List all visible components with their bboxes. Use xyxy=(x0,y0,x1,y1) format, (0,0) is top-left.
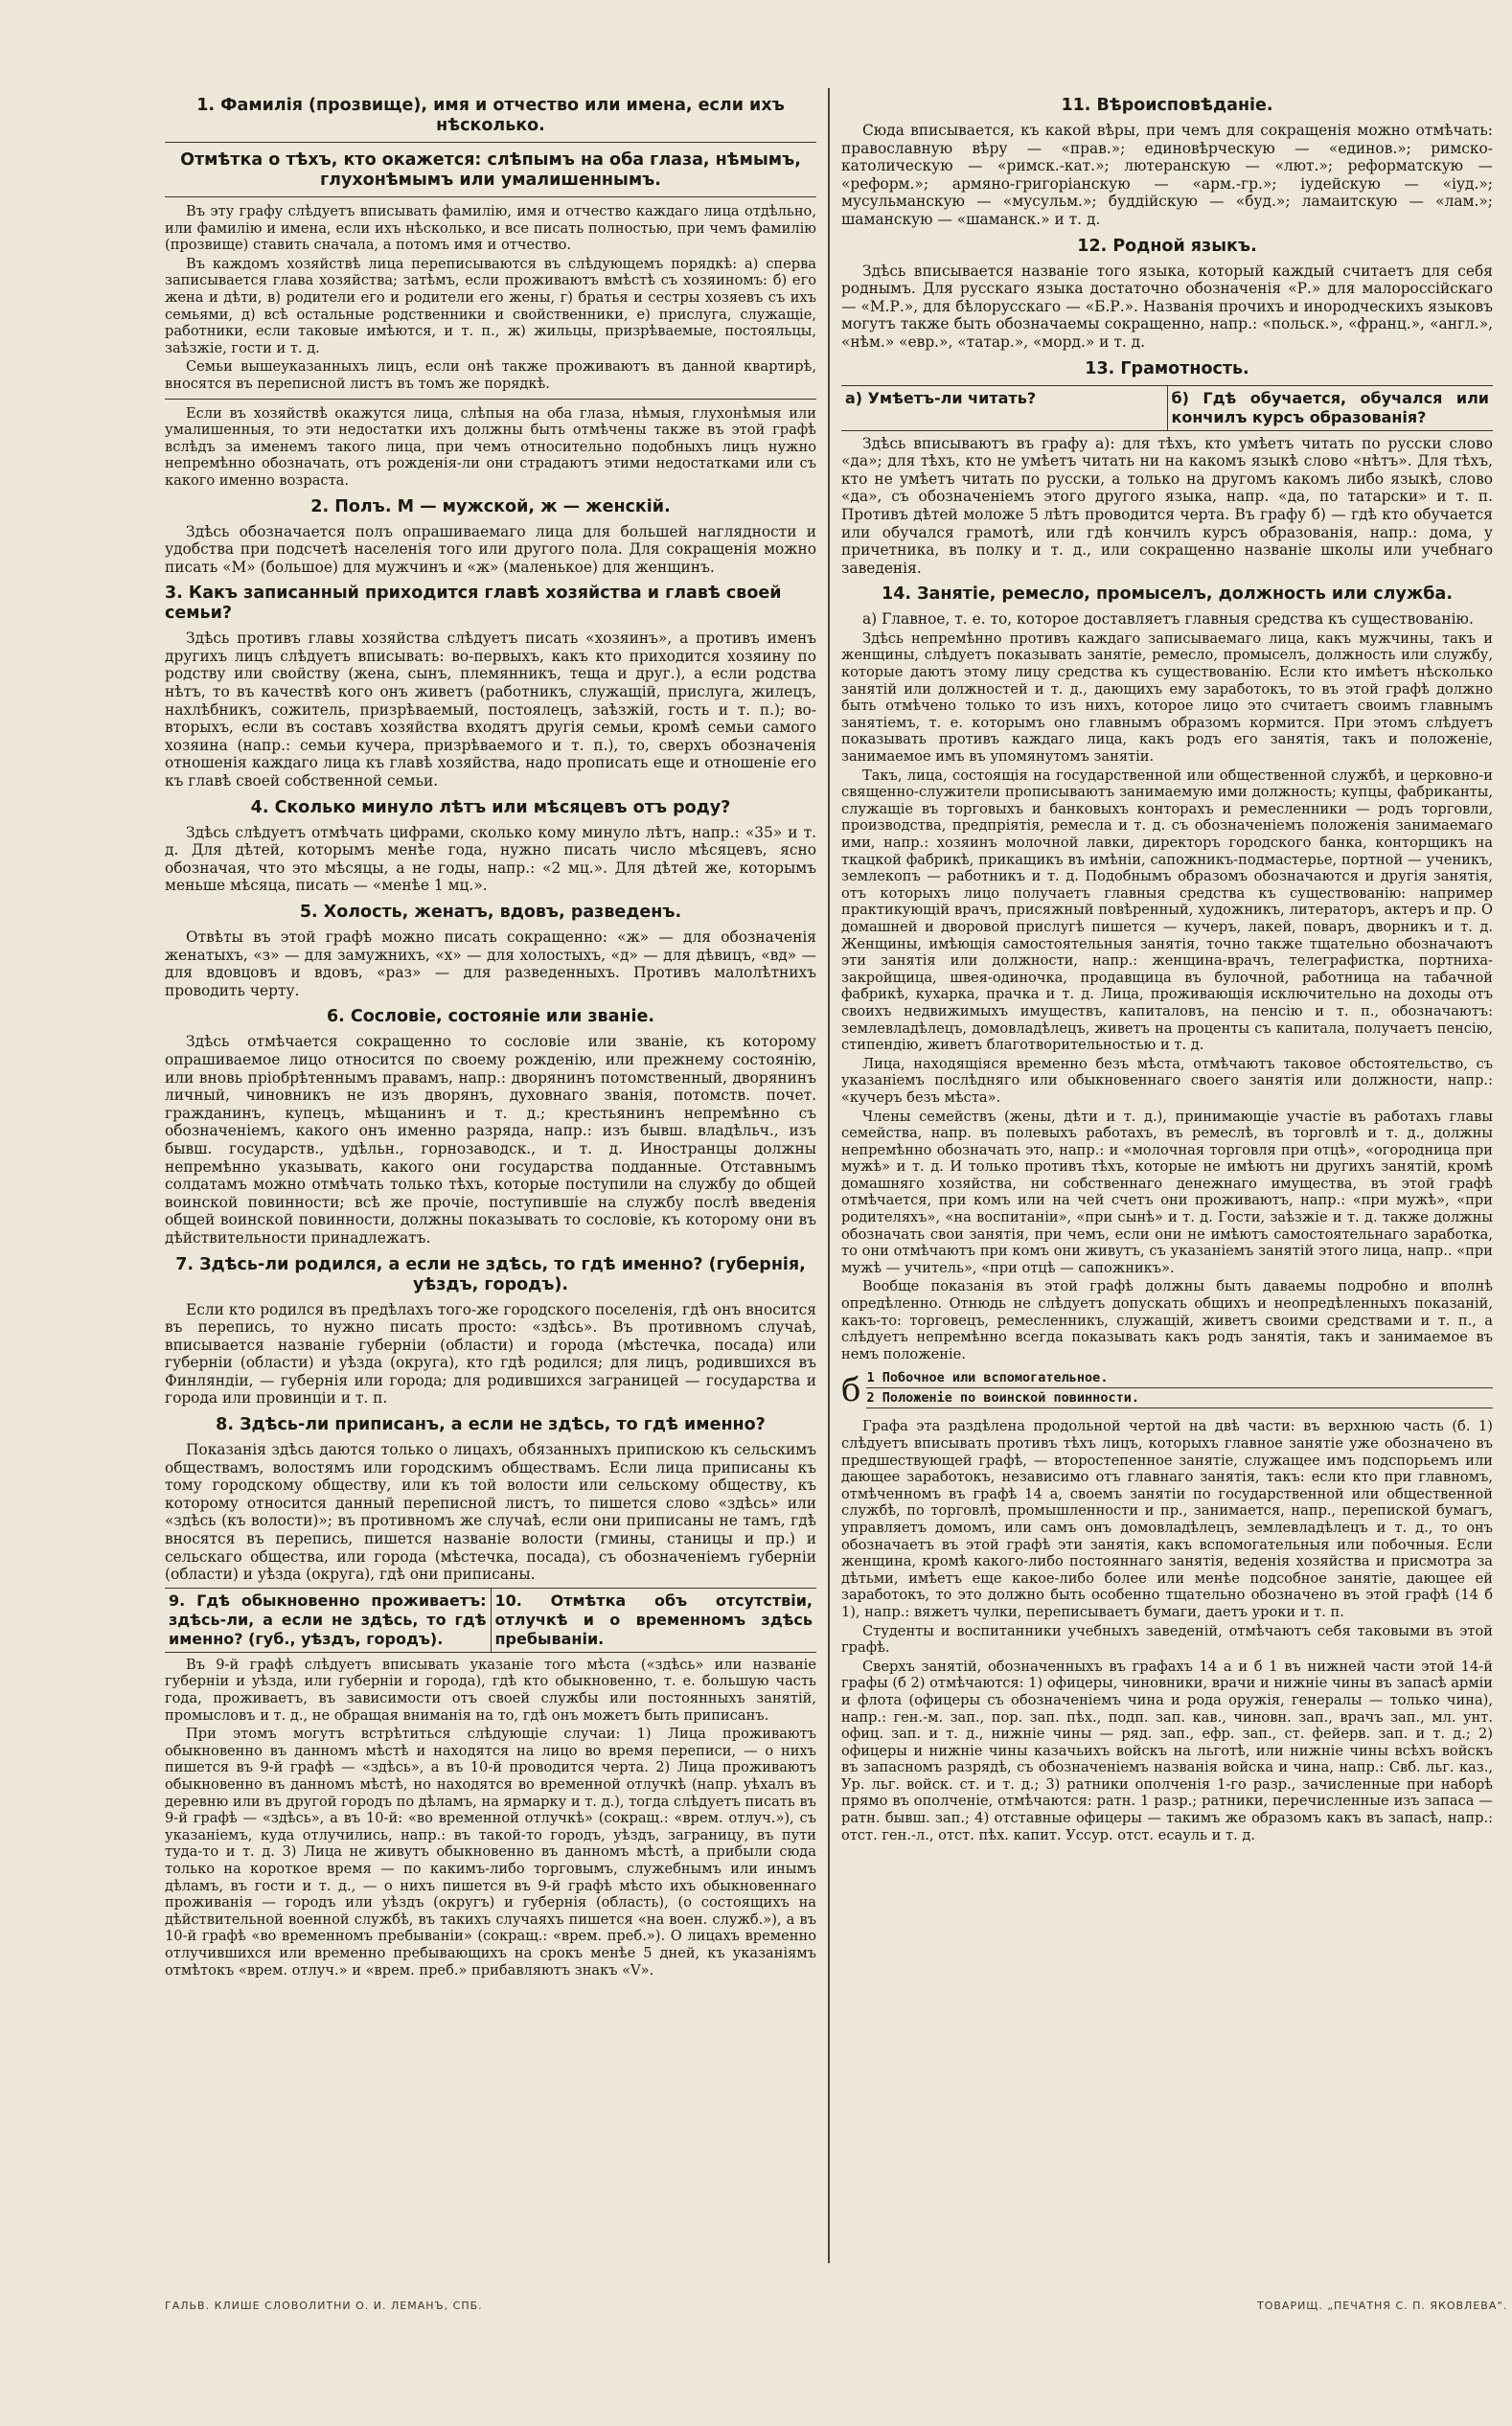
paragraph: Если кто родился въ предѣлахъ того-же городского поселенія, гдѣ онъ вносится въ перепись, то нужно писать просто: «здѣсь». Въ противномъ случаѣ, вписывается названіе губерніи (области) и города (мѣстечка, посада) или губерніи (области) и уѣзда (округа), кто гдѣ родился; для лицъ, родившихся въ Финляндіи, — губернія или города; для родившихся заграницей — государства и города или провинціи и т. п. xyxy=(165,1300,816,1408)
section-12-title: 12. Родной языкъ. xyxy=(1077,236,1257,256)
section-1-subtitle: Отмѣтка о тѣхъ, кто окажется: слѣпымъ на оба глаза, нѣмымъ, глухонѣмымъ или умалишеннымъ. xyxy=(180,150,801,190)
section-13-a: а) Умѣетъ-ли читать? xyxy=(845,388,1037,407)
divider xyxy=(165,142,816,143)
section-11-title: 11. Вѣроисповѣданіе. xyxy=(1061,96,1273,115)
column-divider xyxy=(828,88,830,2263)
footer-left-imprint: ГАЛЬВ. КЛИШЕ СЛОВОЛИТНИ О. И. ЛЕМАНЪ, СПБ. xyxy=(165,2300,483,2312)
divider xyxy=(165,196,816,197)
paragraph: Если въ хозяйствѣ окажутся лица, слѣпыя на оба глаза, нѣмыя, глухонѣмыя или умалишенныя, то эти недостатки ихъ должны быть отмѣчены также въ этой графѣ вслѣдъ за именемъ такого лица, при чемъ относительно подобныхъ лицъ нужно непремѣнно обозначать, отъ рожденія-ли они страдаютъ этими недостатками или съ какого именно возраста. xyxy=(165,404,816,489)
section-13-b: б) Гдѣ обучается, обучался или кончилъ курсъ образованія? xyxy=(1167,386,1494,430)
paragraph: Здѣсь обозначается полъ опрашиваемаго лица для большей наглядности и удобства при подсчетѣ населенія того или другого пола. Для сокращенія можно писать «М» (большое) для мужчинъ и «ж» (маленькое) для женщинъ. xyxy=(165,522,816,576)
paragraph: Члены семействъ (жены, дѣти и т. д.), принимающіе участіе въ работахъ главы семейства, напр. въ полевыхъ работахъ, въ ремеслѣ, въ торговлѣ и т. д., должны непремѣнно обозначать это, напр.: и «молочная торговля при отцѣ», «огородница при мужѣ» и т. д. И только противъ тѣхъ, которые не имѣютъ ни другихъ занятій, кромѣ домашняго хозяйства, ни собственнаго денежнаго имущества, въ этой графѣ отмѣчается, при комъ или на чей счетъ они проживаютъ, напр.: «при мужѣ», «при родителяхъ», «на воспитаніи», «при сынѣ» и т. д. Гости, заѣзжіе и т. д. также должны обозначать свои занятія, при чемъ, если они не имѣютъ самостоятельнаго заработка, то они отмѣчаютъ при комъ они живутъ, съ указаніемъ занятій этого лица, напр.. «при мужѣ — учитель», «при отцѣ — сапожникъ». xyxy=(841,1108,1493,1276)
section-3-title: 3. Какъ записанный приходится главѣ хозяйства и главѣ своей семьи? xyxy=(165,584,782,624)
paragraph: Здѣсь непремѣнно противъ каждаго записываемаго лица, какъ мужчины, такъ и женщины, слѣдуетъ показывать занятіе, ремесло, промыселъ, должность или службу, которые даютъ этому лицу средства къ существованію. Если кто имѣетъ нѣсколько занятій или должностей и т. д., дающихъ ему заработокъ, то въ этой графѣ должно быть отмѣчено только то изъ нихъ, которое лицо это считаетъ своимъ главнымъ занятіемъ, т. е. которымъ оно главнымъ образомъ кормится. При этомъ слѣдуетъ показывать противъ каждаго лица, какъ родъ его занятія, такъ и положеніе, занимаемое имъ въ упомянутомъ занятіи. xyxy=(841,629,1493,766)
paragraph: Здѣсь слѣдуетъ отмѣчать цифрами, сколько кому минуло лѣтъ, напр.: «35» и т. д. Для дѣтей, которымъ менѣе года, нужно писать число мѣсяцевъ, ясно обозначая, что это мѣсяцы, а не годы, напр.: «2 мц.». Для дѣтей же, которымъ меньше мѣсяца, писать — «менѣе 1 мц.». xyxy=(165,823,816,895)
paragraph: Семьи вышеуказанныхъ лицъ, если онѣ также проживаютъ въ данной квартирѣ, вносятся въ переписной листъ въ томъ же порядкѣ. xyxy=(165,358,816,392)
paragraph: Здѣсь отмѣчается сокращенно то сословіе или званіе, къ которому опрашиваемое лицо относится по своему рожденію, или прежнему состоянію, или вновь пріобрѣтеннымъ правамъ, напр.: дворянинъ потомственный, дворянинъ личный, чиновникъ не изъ дворянъ, духовнаго званія, потомств. почет. гражданинъ, купецъ, мѣщанинъ и т. д.; крестьянинъ непремѣнно съ обозначеніемъ, какого онъ именно разряда, напр.: изъ бывш. владѣльч., изъ бывш. государств., удѣльн., горнозаводск., и т. д. Иностранцы должны непремѣнно указывать, какого они государства подданные. Отставнымъ солдатамъ можно отмѣчать только тѣхъ, которые поступили на службу до общей воинской повинности; всѣ же прочіе, поступившіе на службу послѣ введенія общей воинской повинности, должны показывать то сословіе, къ которому они въ дѣйствительности принадлежатъ. xyxy=(165,1033,816,1247)
section-14-title: 14. Занятіе, ремесло, промыселъ, должность или служба. xyxy=(882,584,1453,605)
right-column xyxy=(841,88,1493,2268)
section-6-title: 6. Сословіе, состояніе или званіе. xyxy=(327,1007,654,1027)
section-14-b-subgroups xyxy=(841,1368,1493,1412)
subgroup-list xyxy=(866,1368,1493,1412)
section-2-title: 2. Полъ. М — мужской, ж — женскій. xyxy=(310,496,671,516)
section-13-subheader xyxy=(841,385,1493,431)
paragraph: Здѣсь вписывается названіе того языка, который каждый считаетъ для себя роднымъ. Для русскаго языка достаточно обозначенія «Р.» для малороссійскаго — «М.Р.», для бѣлорусскаго — «Б.Р.». Названія прочихъ и инородческихъ языковъ могутъ также быть обозначаемы сокращенно, напр.: «польск.», «франц.», «англ.», «нѣм.» «евр.», «татар.», «морд.» и т. д. xyxy=(841,262,1493,351)
paragraph: Студенты и воспитанники учебныхъ заведеній, отмѣчаютъ себя таковыми въ этой графѣ. xyxy=(841,1622,1493,1657)
subgroup-1: 1 Побочное или вспомогательное. xyxy=(866,1368,1493,1388)
paragraph: Графа эта раздѣлена продольной чертой на двѣ части: въ верхнюю часть (б. 1) слѣдуетъ вписывать противъ тѣхъ лицъ, которыхъ главное занятіе уже обозначено въ предшествующей графѣ, — второстепенное занятіе, служащее имъ подспорьемъ или дающее заработокъ, независимо отъ главнаго занятія, такъ: если кто при главномъ, отмѣченномъ въ графѣ 14 а, своемъ занятіи по государственной или общественной службѣ, по торговлѣ, промышленности и пр., занимается, напр., перепиской бумагъ, управляетъ домомъ, или самъ онъ домовладѣлецъ, землевладѣлецъ и т. д., то онъ обозначаетъ въ этой графѣ эти занятія, какъ вспомогательныя или побочныя. Если женщина, кромѣ какого-либо постояннаго занятія, веденія хозяйства и присмотра за дѣтьми, имѣетъ еще какое-либо более или менѣе подсобное занятіе, дающее ей заработокъ, то это должно быть особенно тщательно обозначено въ этой графѣ (14 б 1), напр.: вяжетъ чулки, переписываетъ бумаги, даетъ уроки и т. п. xyxy=(841,1418,1493,1620)
paragraph: Сверхъ занятій, обозначенныхъ въ графахъ 14 а и б 1 въ нижней части этой 14-й графы (б 2) отмѣчаются: 1) офицеры, чиновники, врачи и нижніе чины въ запасѣ арміи и флота (офицеры съ обозначеніемъ чина и рода оружія, генералы — только чина), напр.: ген.-м. зап., пор. зап. пѣх., подп. зап. кав., чиновн. зап., врачъ зап., мл. унт. офиц. зап. и т. д., нижніе чины — ряд. зап., ефр. зап., ст. фейерв. зап. и т. д.; 2) офицеры и нижніе чины казачьихъ войскъ на льготѣ, или нижніе чины всѣхъ войскъ въ запасномъ разрядѣ, съ обозначеніемъ названія войска и чина, напр.: Свб. льг. каз., Ур. льг. войск. ст. и т. д.; 3) ратники ополченія 1-го разр., зачисленные при наборѣ прямо въ ополченіе, отмѣчаются: ратн. 1 разр.; ратники, перечисленные изъ запаса — ратн. бывш. зап.; 4) отставные офицеры — такимъ же образомъ какъ въ запасѣ, напр.: отст. ген.-л., отст. пѣх. капит. Уссур. отст. есауль и т. д. xyxy=(841,1658,1493,1843)
section-13-title: 13. Грамотность. xyxy=(1085,358,1249,378)
paragraph: Въ эту графу слѣдуетъ вписывать фамилію, имя и отчество каждаго лица отдѣльно, или фамилію и имена, если ихъ нѣсколько, и все писать полностью, при чемъ фамилію (прозвище) ставить сначала, а потомъ имя и отчество. xyxy=(165,203,816,254)
section-10-title: 10. Отмѣтка объ отсутствіи, отлучкѣ и о временномъ здѣсь пребываніи. xyxy=(491,1589,817,1652)
footer-right-imprint: ТОВАРИЩ. „ПЕЧАТНЯ С. П. ЯКОВЛЕВА“. xyxy=(1257,2300,1508,2312)
section-7-title: 7. Здѣсь-ли родился, а если не здѣсь, то гдѣ именно? (губернія, уѣздъ, городъ). xyxy=(175,1254,806,1294)
paragraph: При этомъ могутъ встрѣтиться слѣдующіе случаи: 1) Лица проживаютъ обыкновенно въ данномъ мѣстѣ и находятся на лицо во время переписи, — о нихъ пишется въ 9-й графѣ — «здѣсь», а въ 10-й проводится черта. 2) Лица проживаютъ обыкновенно въ данномъ мѣстѣ, но находятся во временной отлучкѣ (напр. уѣхалъ въ деревню или въ другой городъ по дѣламъ, на ярмарку и т. д.), тогда слѣдуетъ писать въ 9-й графѣ — «здѣсь», а въ 10-й: «во временной отлучкѣ» (сокращ.: «врем. отлуч.»), съ указаніемъ, куда отлучились, напр.: въ такой-то городъ, уѣздъ, заграницу, въ пути туда-то и т. д. 3) Лица не живутъ обыкновенно въ данномъ мѣстѣ, а прибыли сюда только на короткое время — по какимъ-либо торговымъ, служебнымъ или инымъ дѣламъ, въ гости и т. д., — о нихъ пишется въ 9-й графѣ мѣсто ихъ обыкновеннаго проживанія — городъ или уѣздъ (округъ) и губернія (область), (о состоящихъ на дѣйствительной военной службѣ, въ такихъ случаяхъ пишется «на воен. служб.»), а въ 10-й графѣ «во временномъ пребываніи» (сокращ.: «врем. преб.»). О лицахъ временно отлучившихся или временно пребывающихъ на срокъ менѣе 5 дней, къ указаніямъ отмѣтокъ «врем. отлуч.» и «врем. преб.» прибавляютъ знакъ «V». xyxy=(165,1726,816,1979)
section-8-title: 8. Здѣсь-ли приписанъ, а если не здѣсь, то гдѣ именно? xyxy=(216,1415,766,1435)
section-4-title: 4. Сколько минуло лѣтъ или мѣсяцевъ отъ роду? xyxy=(250,797,731,817)
subgroup-2: 2 Положеніе по воинской повинности. xyxy=(866,1388,1493,1408)
paragraph: Такъ, лица, состоящія на государственной или общественной службѣ, и церковно-и священно-служители прописываютъ занимаемую ими должность; купцы, фабриканты, служащіе въ торговыхъ и банковыхъ конторахъ и ремесленники — родъ торговли, производства, предпріятія, ремесла и т. д. съ обозначеніемъ положенія занимаемаго ими, напр.: хозяинъ молочной лавки, директоръ городского банка, конторщикъ на ткацкой фабрикѣ, прикащикъ въ имѣніи, сапожникъ-подмастерье, портной — ученикъ, землекопъ — работникъ и т. д. Подобнымъ образомъ обозначаются и другія занятія, отъ которыхъ лицо получаетъ главныя средства къ существованію: например практикующій врачъ, присяжный повѣренный, художникъ, литераторъ, актеръ и пр. О домашней и дворовой прислугѣ пишется — кучеръ, лакей, поваръ, дворникъ и т. д. Женщины, имѣющія самостоятельныя занятія, точно также тщательно обозначаютъ эти занятія или должности, напр.: женщина-врачъ, телеграфистка, портниха-закройщица, швея-одиночка, продавщица въ булочной, работница на табачной фабрикѣ, кухарка, прачка и т. д. Лица, проживающія исключительно на доходы отъ своихъ недвижимыхъ имуществъ, капиталовъ, на пенсію и т. п., обозначаютъ: землевладѣлецъ, домовладѣлецъ, живетъ на проценты съ капитала, получаетъ пенсію, стипендію, живетъ благотворительностью и т. д. xyxy=(841,767,1493,1054)
paragraph: Въ каждомъ хозяйствѣ лица переписываются въ слѣдующемъ порядкѣ: а) сперва записывается глава хозяйства; затѣмъ, если проживаютъ вмѣстѣ съ хозяиномъ: б) его жена и дѣти, в) родители его и родители его жены, г) братья и сестры хозяевъ съ ихъ семьями, д) всѣ остальные родственники и свойственники, е) прислуга, служащіе, работники, если таковые имѣются, и т. п., ж) жильцы, призрѣваемые, постояльцы, заѣзжіе, гости и т. д. xyxy=(165,255,816,356)
paragraph: Показанія здѣсь даются только о лицахъ, обязанныхъ припискою къ сельскимъ обществамъ, волостямъ или городскимъ обществамъ. Если лица приписаны къ тому городскому обществу, или къ той волости или сельскому обществу, къ которому относится данный переписной листъ, то пишется слово «здѣсь» или «здѣсь (къ волости)»; въ противномъ же случаѣ, если они приписаны не тамъ, гдѣ вносятся въ перепись, пишется названіе волости (гмины, станицы и пр.) и сельскаго общества, или города (мѣстечка, посада), съ обозначеніемъ губерніи (области) и уѣзда (округа), гдѣ они приписаны. xyxy=(165,1441,816,1584)
section-9-title: 9. Гдѣ обыкновенно проживаетъ: здѣсь-ли, а если не здѣсь, то гдѣ именно? (губ., уѣздъ, городъ). xyxy=(169,1591,487,1648)
paragraph: Вообще показанія въ этой графѣ должны быть даваемы подробно и вполнѣ опредѣленно. Отнюдь не слѣдуетъ допускать общихъ и неопредѣленныхъ показаній, какъ-то: торговецъ, ремесленникъ, служащій, живетъ своими средствами и т. п., а слѣдуетъ непремѣнно всегда показывать какъ родъ занятія, такъ и занимаемое въ немъ положеніе. xyxy=(841,1278,1493,1362)
paragraph: Въ 9-й графѣ слѣдуетъ вписывать указаніе того мѣста («здѣсь» или названіе губерніи и уѣзда, или губерніи и города), гдѣ кто обыкновенно, т. е. большую часть года, проживаетъ, въ зависимости отъ своей службы или постоянныхъ занятій, промысловъ и т. д., не обращая вниманія на то, гдѣ онъ можетъ быть приписанъ. xyxy=(165,1656,816,1724)
paragraph: Отвѣты въ этой графѣ можно писать сокращенно: «ж» — для обозначенія женатыхъ, «з» — для замужнихъ, «х» — для холостыхъ, «д» — для дѣвицъ, «вд» — для вдовцовъ и вдовъ, «раз» — для разведенныхъ. Противъ малолѣтнихъ проводить черту. xyxy=(165,928,816,999)
section-5-title: 5. Холость, женатъ, вдовъ, разведенъ. xyxy=(299,903,682,922)
paragraph: Сюда вписывается, къ какой вѣры, при чемъ для сокращенія можно отмѣчать: православную вѣру — «прав.»; единовѣрческую — «единов.»; римско-католическую — «римск.-кат.»; лютеранскую — «лют.»; реформатскую — «реформ.»; армяно-григоріанскую — «арм.-гр.»; іудейскую — «іуд.»; мусульманскую — «мусульм.»; буддійскую — «буд.»; ламаитскую — «лам.»; шаманскую — «шаманск.» и т. д. xyxy=(841,122,1493,228)
section-9-10-header xyxy=(165,1588,816,1653)
brace-b-label: б xyxy=(841,1371,861,1410)
section-1-title: 1. Фамилія (прозвище), имя и отчество или имена, если ихъ нѣсколько. xyxy=(196,96,785,135)
section-14-subtitle: а) Главное, т. е. то, которое доставляетъ главныя средства къ существованію. xyxy=(862,610,1474,629)
divider xyxy=(165,399,816,400)
left-column xyxy=(165,88,816,2268)
paragraph: Здѣсь противъ главы хозяйства слѣдуетъ писать «хозяинъ», а противъ именъ другихъ лицъ слѣдуетъ вписывать: во-первыхъ, какъ кто приходится хозяину по родству или свойству (жена, сынъ, племянникъ, теща и друг.), а если родства нѣтъ, то въ качествѣ кого онъ живетъ (работникъ, служащій, прислуга, жилецъ, нахлѣбникъ, сожитель, призрѣваемый, постоялецъ, заѣзжій, гость и т. п.); во-вторыхъ, если въ составъ хозяйства входятъ другія семьи, кромѣ семьи самого хозяина (напр.: семьи кучера, призрѣваемого и т. п.), то, сверхъ обозначенія отношенія каждаго лица къ главѣ хозяйства, надо прописать еще и отношеніе его къ главѣ своей собственной семьи. xyxy=(165,629,816,790)
paragraph: Здѣсь вписываютъ въ графу а): для тѣхъ, кто умѣетъ читать по русски слово «да»; для тѣхъ, кто не умѣетъ читать ни на какомъ языкѣ слово «нѣтъ». Для тѣхъ, кто не умѣетъ читать по русски, а только на другомъ какомъ либо языкѣ, слово «да», съ обозначеніемъ этого другого языка, напр. «да, по татарски» и т. п. Противъ дѣтей моложе 5 лѣтъ проводится черта. Въ графу б) — гдѣ кто обучается или обучался грамотѣ, или гдѣ кончилъ курсъ образованія, напр.: дома, у причетника, въ полку и т. д., или сокращенно названіе школы или учебнаго заведенія. xyxy=(841,434,1493,577)
paragraph: Лица, находящіяся временно безъ мѣста, отмѣчаютъ таковое обстоятельство, съ указаніемъ послѣдняго или обыкновеннаго своего занятія или должности, напр.: «кучеръ безъ мѣста». xyxy=(841,1055,1493,1106)
